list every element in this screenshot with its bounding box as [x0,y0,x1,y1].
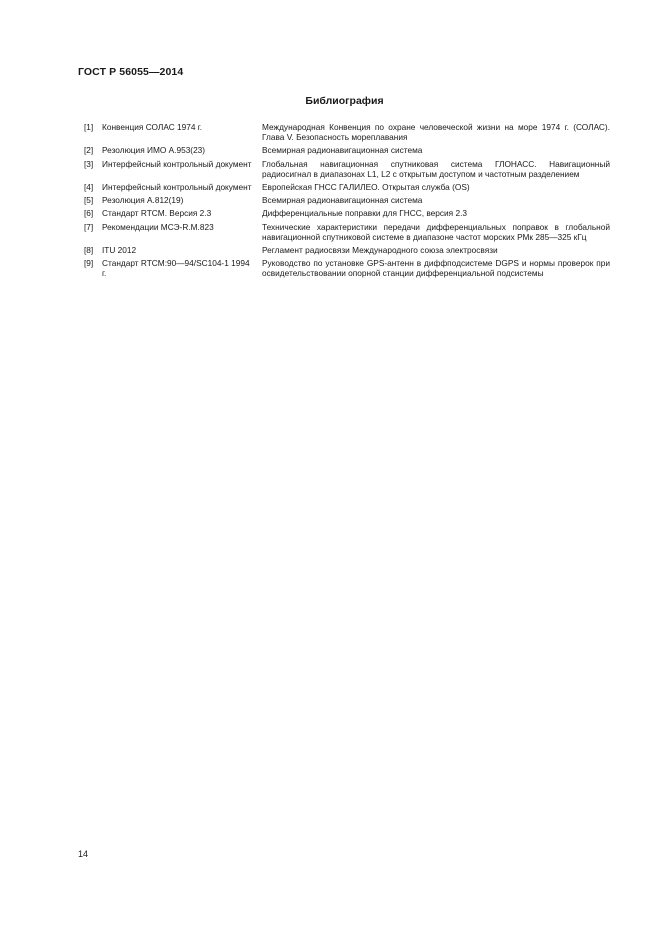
bibliography-entry [84,145,610,158]
entry-description: Технические характеристики передачи дифференциальных поправок в глобальной навигационной спутниковой системе в диапазоне частот морских РМк 285—325 кГц [262,221,610,242]
entry-reference: Интерфейсный контрольный документ [102,182,252,193]
document-header: ГОСТ Р 56055—2014 [78,66,184,78]
entry-reference: Резолюция ИМО А.953(23) [102,145,206,156]
bibliography-entry [84,159,610,182]
bibliography-entry [84,195,610,208]
bibliography-table [84,122,610,282]
bibliography-entry [84,208,610,221]
entry-number: [9] [84,258,94,269]
entry-number: [1] [84,122,94,132]
entry-number: [7] [84,221,94,232]
entry-reference: Резолюция А.812(19) [102,195,184,206]
entry-reference: Стандарт RTCM. Версия 2.3 [102,208,212,219]
bibliography-entry [84,122,610,145]
bibliography-entry [84,222,610,245]
entry-number: [6] [84,208,94,219]
bibliography-entry [84,245,610,258]
bibliography-entry [84,258,610,281]
entry-description: Международная Конвенция по охране человеческой жизни на море 1974 г. (СОЛАС). Глава V. Безопасность мореплавания [262,122,610,143]
entry-description: Глобальная навигационная спутниковая система ГЛОНАСС. Навигационный радиосигнал в диапазонах L1, L2 с открытым доступом и частотным разделением [262,158,610,179]
entry-reference: Интерфейсный контрольный документ [102,158,252,169]
entry-number: [3] [84,158,94,169]
bibliography-title: Библиография [305,95,384,107]
entry-number: [2] [84,145,94,156]
entry-reference: ITU 2012 [102,245,137,256]
entry-number: [5] [84,195,94,206]
entry-number: [8] [84,245,94,256]
entry-number: [4] [84,182,94,193]
entry-description: Всемирная радионавигационная система [262,195,423,206]
entry-description: Европейская ГНСС ГАЛИЛЕО. Открытая служба (OS) [262,182,470,193]
entry-reference: Стандарт RTCM:90—94/SC104-1 1994 г. [102,258,250,279]
entry-reference: Конвенция СОЛАС 1974 г. [102,122,203,132]
entry-description: Регламент радиосвязи Международного союза электросвязи [262,245,498,256]
entry-description: Всемирная радионавигационная система [262,145,423,156]
entry-description: Руководство по установке GPS-антенн в диффподсистеме DGPS и нормы проверок при освидетельствовании опорной станции дифференциальной подсистемы [262,258,610,279]
bibliography-entry [84,182,610,195]
entry-description: Дифференциальные поправки для ГНСС, версия 2.3 [262,208,467,219]
entry-reference: Рекомендации МСЭ-R.M.823 [102,221,214,232]
page-number: 14 [78,849,89,859]
